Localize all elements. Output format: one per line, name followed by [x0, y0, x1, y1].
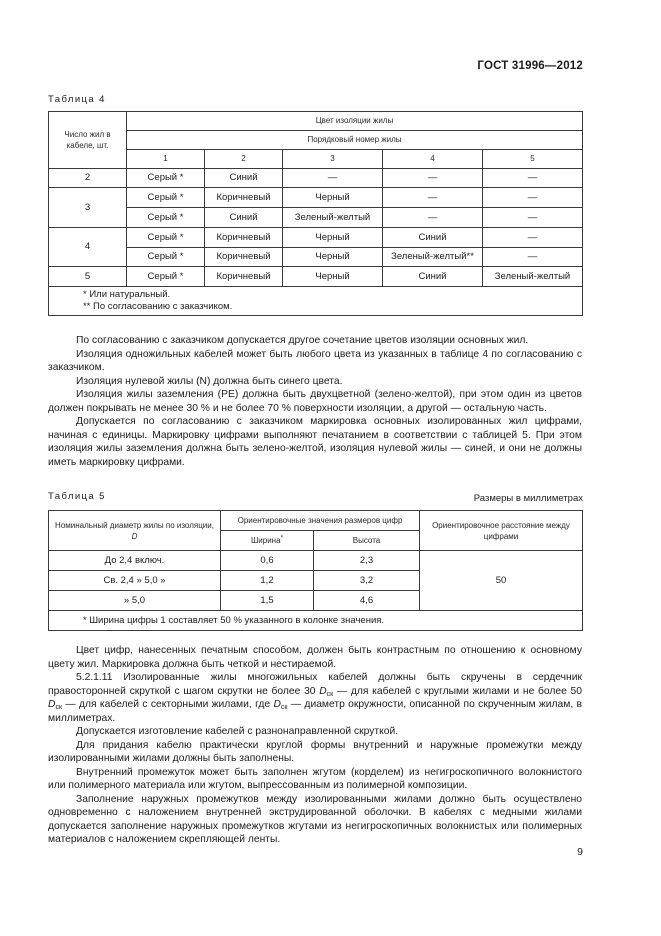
- header-digit-distance: Ориентировочное расстояние между цифрами: [420, 511, 583, 551]
- height-cell: 4,6: [314, 591, 420, 611]
- diameter-cell: Св. 2,4 » 5,0 »: [49, 571, 221, 591]
- color-cell: Коричневый: [205, 248, 283, 267]
- body-text-2: [48, 644, 582, 847]
- d-symbol: D: [273, 699, 281, 710]
- distance-cell: 50: [420, 551, 583, 611]
- table-row: [49, 208, 583, 228]
- table-5-note: * Ширина цифры 1 составляет 50 % указанного в колонке значения.: [49, 611, 583, 631]
- color-cell: —: [483, 188, 583, 208]
- text-run: — диаметр окружности, описанной по скрученным жилам, в миллиметрах.: [48, 699, 582, 724]
- color-cell: Серый *: [127, 188, 205, 208]
- color-cell: Синий: [383, 228, 483, 248]
- diameter-cell: » 5,0: [49, 591, 221, 611]
- d-subscript: ск: [326, 690, 334, 698]
- header-digit-sizes: Ориентировочные значения размеров цифр: [221, 511, 420, 531]
- header-width-text: Ширина: [250, 535, 281, 545]
- color-cell: Черный: [283, 188, 383, 208]
- color-cell: —: [483, 228, 583, 248]
- paragraph: Для придания кабелю практически круглой формы внутренний и наружные промежутки между изолированными жилами должны быть заполнены.: [48, 739, 582, 764]
- table-4-notes: [49, 287, 583, 316]
- color-cell: Синий: [383, 267, 483, 287]
- text-run: — для кабелей с секторными жилами, где: [62, 699, 274, 710]
- color-cell: Серый *: [127, 228, 205, 248]
- color-cell: —: [383, 188, 483, 208]
- col-number: 3: [283, 150, 383, 169]
- color-cell: —: [283, 169, 383, 188]
- color-cell: Синий: [205, 208, 283, 228]
- header-core-order: Порядковый номер жилы: [127, 131, 583, 150]
- table-row: [49, 188, 583, 208]
- color-cell: Серый *: [127, 169, 205, 188]
- diameter-symbol: D: [131, 531, 138, 541]
- table-4: [48, 111, 583, 316]
- paragraph: Изоляция нулевой жилы (N) должна быть синего цвета.: [76, 375, 343, 387]
- core-count: 5: [49, 267, 127, 287]
- col-number: 4: [383, 150, 483, 169]
- d-subscript: ск: [280, 704, 288, 711]
- color-cell: Серый *: [127, 208, 205, 228]
- text-run: — для кабелей с круглыми жилами и не более 50: [333, 685, 582, 697]
- header-height: Высота: [314, 531, 420, 551]
- header-core-count: Число жил в кабеле, шт.: [49, 112, 127, 169]
- width-cell: 1,2: [221, 571, 314, 591]
- table-row: [49, 267, 583, 287]
- color-cell: Коричневый: [205, 188, 283, 208]
- paragraph: Изоляция жилы заземления (РЕ) должна быть двухцветной (зелено-желтой), при этом один из цветов должен покрывать не менее 30 % и не более 70 % поверхности изоляции, а другой — остальную часть.: [48, 389, 582, 414]
- color-cell: Зеленый-желтый**: [383, 248, 483, 267]
- width-cell: 0,6: [221, 551, 314, 571]
- units-note: Размеры в миллиметрах: [473, 493, 583, 504]
- table-row: [49, 228, 583, 248]
- core-count: 3: [49, 188, 127, 228]
- paragraph-twist: [48, 671, 582, 725]
- core-count: 2: [49, 169, 127, 188]
- table-note: * Или натуральный.: [83, 289, 171, 300]
- col-number: 1: [127, 150, 205, 169]
- paragraph: Допускается по согласованию с заказчиком маркировка основных изолированных жил цифрами, начиная с единицы. Маркировку цифрами выполняют печатанием в соответствии с таблицей 5. При этом изоляция жилы заземления должна быть зелено-желтой, изоляция нулевой жилы — синей, и они не должны иметь маркировку цифрами.: [48, 416, 582, 468]
- paragraph: Допускается изготовление кабелей с разнонаправленной скруткой.: [76, 726, 399, 737]
- paragraph: Изоляция одножильных кабелей может быть любого цвета из указанных в таблице 4 по согласованию с заказчиком.: [48, 348, 582, 373]
- standard-number: ГОСТ 31996—2012: [477, 60, 583, 72]
- table-5-caption: Таблица 5: [48, 491, 106, 502]
- header-insulation-color: Цвет изоляции жилы: [127, 112, 583, 131]
- width-cell: 1,5: [221, 591, 314, 611]
- footnote-mark: *: [280, 533, 284, 541]
- paragraph: Внутренний промежуток может быть заполнен жгутом (корделем) из негигроскопичного волокнистого или полимерного материала или жгутом, выпрессованным из полимерной композиции.: [48, 766, 582, 791]
- paragraph: Заполнение наружных промежутков между изолированными жилами должно быть осуществлено одновременно с наложением внутренней экструдированной оболочки. В кабелях с медными жилами допускается заполнение наружных промежутков жгутами из негигроскопичных волокнистых или полимерных материалов с наложением скрепляющей ленты.: [48, 793, 582, 845]
- table-4-caption: Таблица 4: [48, 94, 106, 105]
- col-number: 2: [205, 150, 283, 169]
- core-count: 4: [49, 228, 127, 267]
- color-cell: —: [483, 169, 583, 188]
- color-cell: Черный: [283, 228, 383, 248]
- color-cell: Зеленый-желтый: [283, 208, 383, 228]
- height-cell: 3,2: [314, 571, 420, 591]
- text-run: 5.2.1.11 Изолированные жилы многожильных кабелей должны быть скручены в сердечник правосторонней скруткой с шагом скрутки не более 30: [48, 672, 582, 697]
- paragraph: Цвет цифр, нанесенных печатным способом, должен быть контрастным по отношению к основному цвету жил. Маркировка должна быть четкой и нестираемой.: [48, 645, 582, 670]
- table-row: [49, 169, 583, 188]
- header-diameter-text: Номинальный диаметр жилы по изоляции,: [55, 520, 214, 530]
- color-cell: —: [483, 248, 583, 267]
- color-cell: Черный: [283, 267, 383, 287]
- color-cell: Коричневый: [205, 228, 283, 248]
- color-cell: Серый *: [127, 267, 205, 287]
- height-cell: 2,3: [314, 551, 420, 571]
- table-5: [48, 510, 583, 631]
- diameter-cell: До 2,4 включ.: [49, 551, 221, 571]
- header-diameter: [49, 511, 221, 551]
- color-cell: —: [383, 169, 483, 188]
- color-cell: Синий: [205, 169, 283, 188]
- d-symbol: D: [319, 685, 327, 697]
- d-subscript: ск: [55, 704, 62, 711]
- color-cell: —: [483, 208, 583, 228]
- color-cell: Зеленый-желтый: [483, 267, 583, 287]
- header-width: [221, 531, 314, 551]
- color-cell: Коричневый: [205, 267, 283, 287]
- table-note: ** По согласованию с заказчиком.: [83, 301, 233, 312]
- paragraph: По согласованию с заказчиком допускается другое сочетание цветов изоляции основных жил.: [76, 335, 529, 346]
- color-cell: Черный: [283, 248, 383, 267]
- table-row: [49, 551, 583, 571]
- d-symbol: D: [48, 699, 56, 710]
- body-text-1: [48, 334, 582, 469]
- table-row: [49, 248, 583, 267]
- page-number: 9: [577, 846, 583, 858]
- color-cell: Серый *: [127, 248, 205, 267]
- col-number: 5: [483, 150, 583, 169]
- color-cell: —: [383, 208, 483, 228]
